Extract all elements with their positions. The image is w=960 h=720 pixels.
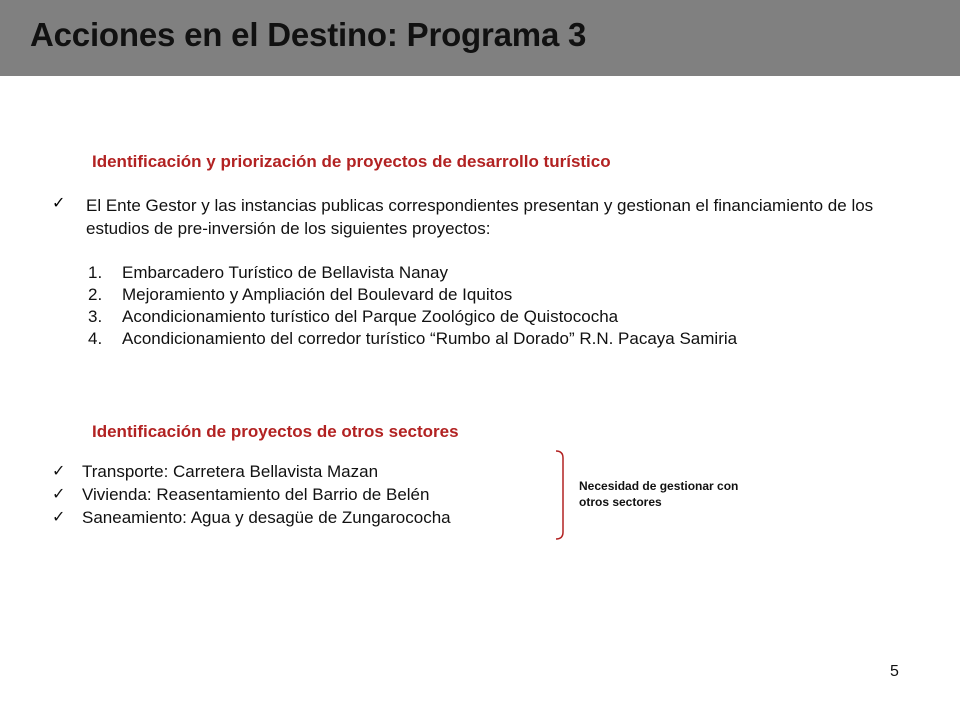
- sectors-note: Necesidad de gestionar con otros sectores: [579, 479, 739, 509]
- list-number: 3.: [88, 307, 103, 326]
- check-icon: ✓: [52, 463, 66, 480]
- list-item-text: Transporte: Carretera Bellavista Mazan: [82, 462, 379, 481]
- list-item: [52, 460, 451, 483]
- list-item: [52, 483, 451, 506]
- check-icon: ✓: [52, 486, 66, 503]
- slide-title: Acciones en el Destino: Programa 3: [30, 16, 587, 53]
- list-item: [88, 262, 788, 284]
- list-number: 4.: [88, 329, 103, 348]
- list-item-text: Acondicionamiento turístico del Parque Zoológico de Quistococha: [122, 307, 619, 326]
- right-bracket-icon: [556, 450, 564, 540]
- list-item-text: Embarcadero Turístico de Bellavista Nanay: [122, 263, 448, 282]
- intro-paragraph: El Ente Gestor y las instancias publicas correspondientes presentan y gestionan el financiamiento de los estudios de pre-inversión de los siguientes proyectos:: [86, 196, 874, 238]
- list-item-text: Vivienda: Reasentamiento del Barrio de Belén: [82, 485, 430, 504]
- list-item: [88, 328, 782, 350]
- list-item: [88, 284, 788, 306]
- project-list: [88, 262, 788, 350]
- list-item: [88, 306, 788, 328]
- section-heading-other-sectors: Identificación de proyectos de otros sectores: [92, 422, 459, 441]
- sector-list: [52, 460, 451, 529]
- list-item: [52, 506, 451, 529]
- check-icon: ✓: [52, 509, 66, 526]
- list-item-text: Acondicionamiento del corredor turístico “Rumbo al Dorado” R.N. Pacaya Samiria: [122, 329, 738, 348]
- check-icon: ✓: [52, 195, 66, 212]
- page-number: 5: [890, 663, 899, 680]
- list-item-text: Mejoramiento y Ampliación del Boulevard de Iquitos: [122, 285, 513, 304]
- list-item-text: Saneamiento: Agua y desagüe de Zungarococha: [82, 508, 451, 527]
- list-number: 1.: [88, 263, 103, 282]
- section-heading-tourism: Identificación y priorización de proyectos de desarrollo turístico: [92, 152, 611, 171]
- list-number: 2.: [88, 285, 103, 304]
